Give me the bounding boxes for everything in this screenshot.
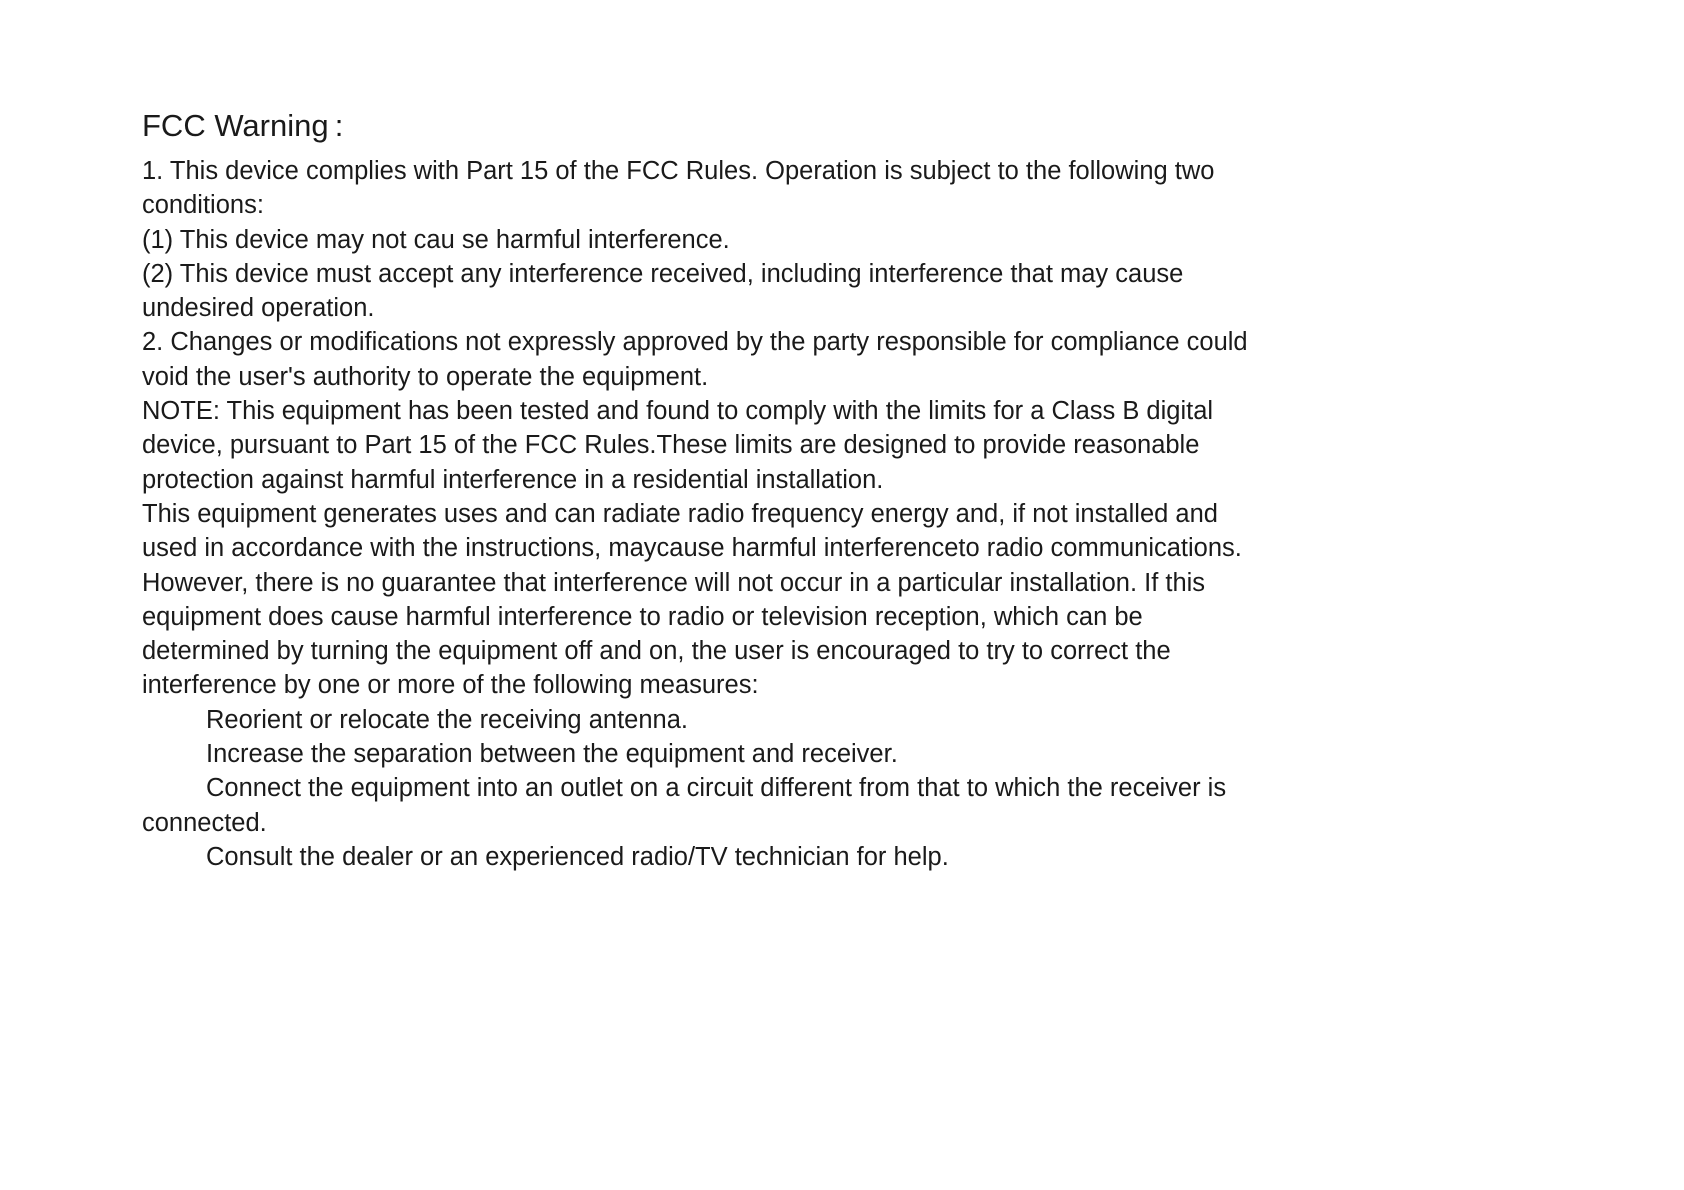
paragraph-line: (2) This device must accept any interference received, including interference that may cause xyxy=(142,259,1184,288)
paragraph-line: device, pursuant to Part 15 of the FCC Rules.These limits are designed to provide reasonable xyxy=(142,431,1200,460)
paragraph-line: void the user's authority to operate the equipment. xyxy=(142,362,709,391)
paragraph-line: Increase the separation between the equipment and receiver. xyxy=(206,740,898,769)
paragraph-line: interference by one or more of the following measures: xyxy=(142,671,759,700)
paragraph-line: 1. This device complies with Part 15 of the FCC Rules. Operation is subject to the following two xyxy=(142,157,1215,185)
paragraph-line: protection against harmful interference in a residential installation. xyxy=(142,465,884,494)
fcc-warning-section xyxy=(142,104,1562,874)
paragraph-line: undesired operation. xyxy=(142,294,375,323)
body-text xyxy=(142,154,1562,874)
paragraph-line: determined by turning the equipment off and on, the user is encouraged to try to correct the xyxy=(142,637,1171,666)
page-title: FCC Warning : xyxy=(142,108,344,143)
paragraph-line: connected. xyxy=(142,808,267,837)
paragraph-line: This equipment generates uses and can radiate radio frequency energy and, if not installed and xyxy=(142,499,1218,528)
paragraph-line: (1) This device may not cau se harmful interference. xyxy=(142,225,730,254)
paragraph-line: equipment does cause harmful interference to radio or television reception, which can be xyxy=(142,602,1143,631)
paragraph-line: used in accordance with the instructions, maycause harmful interferenceto radio communications. xyxy=(142,534,1242,563)
paragraph-line: Reorient or relocate the receiving antenna. xyxy=(206,705,688,734)
paragraph-line: NOTE: This equipment has been tested and found to comply with the limits for a Class B digital xyxy=(142,397,1214,426)
paragraph-line: Connect the equipment into an outlet on a circuit different from that to which the receiver is xyxy=(206,774,1227,803)
paragraph-line: 2. Changes or modifications not expressly approved by the party responsible for compliance could xyxy=(142,328,1248,357)
paragraph-line: conditions: xyxy=(142,191,264,220)
paragraph-line: However, there is no guarantee that interference will not occur in a particular installation. If this xyxy=(142,568,1206,597)
paragraph-line: Consult the dealer or an experienced radio/TV technician for help. xyxy=(206,842,949,871)
